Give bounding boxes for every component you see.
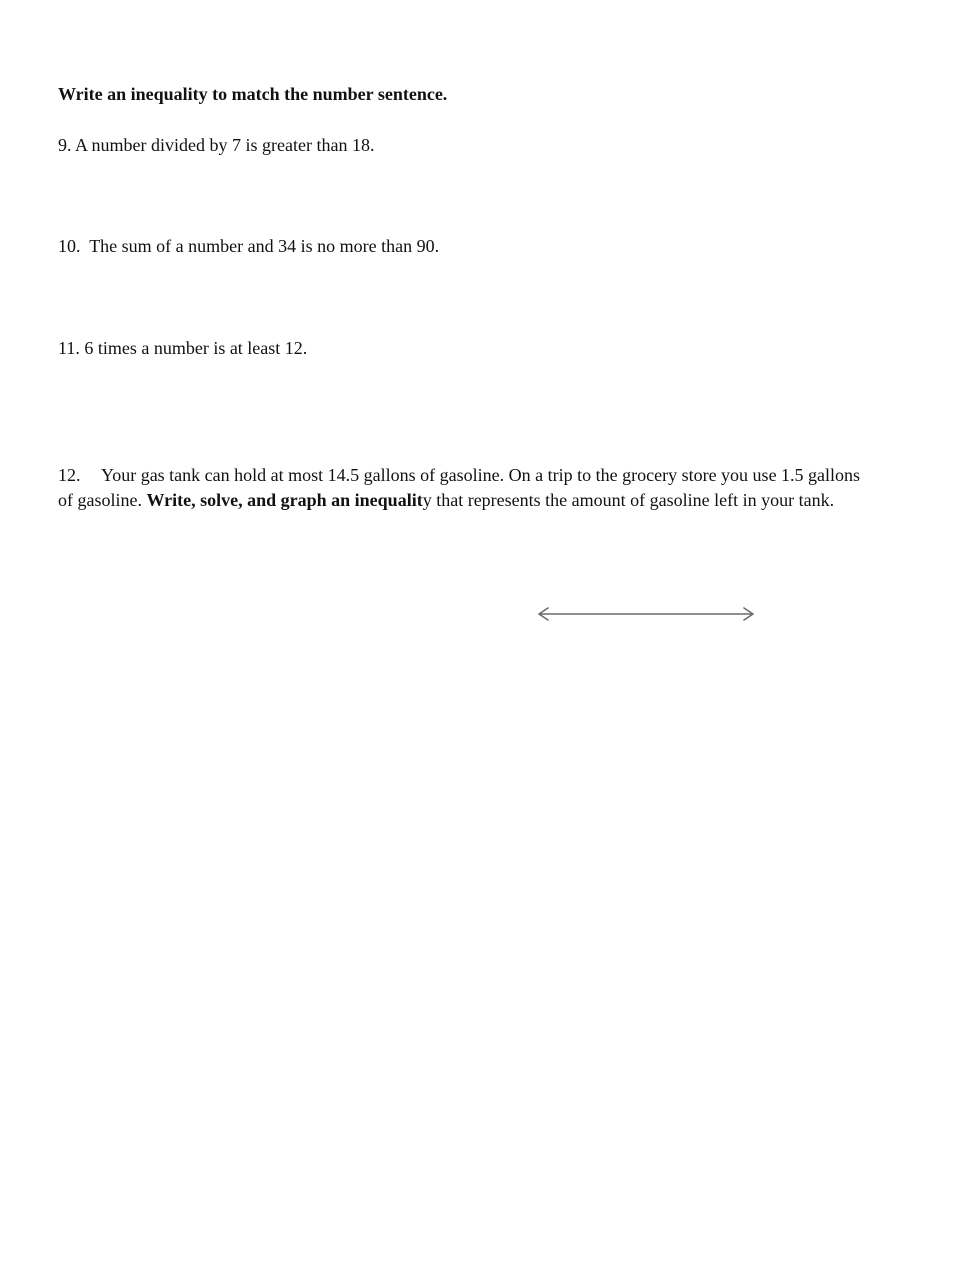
question-11-text: 6 times a number is at least 12. (84, 338, 308, 358)
number-line-arrow (535, 604, 757, 624)
question-10-number: 10. (58, 236, 81, 256)
question-12-text-line-1: Your gas tank can hold at most 14.5 gallons of gasoline. On a trip to the grocery store you use 1.5 gallons (101, 465, 861, 485)
question-12-number: 12. (58, 465, 81, 485)
question-9-number: 9. (58, 135, 72, 155)
question-12-line-2 (58, 487, 834, 513)
question-12-text-end: y that represents the amount of gasoline left in your tank. (422, 490, 835, 510)
question-10-text: The sum of a number and 34 is no more than 90. (89, 236, 440, 256)
question-12-line-1 (58, 462, 860, 488)
question-11-number: 11. (58, 338, 80, 358)
question-12-text-start: of gasoline. (58, 490, 147, 510)
question-11 (58, 335, 307, 361)
instructions-heading: Write an inequality to match the number sentence. (58, 84, 448, 104)
question-10 (58, 233, 439, 259)
question-9-text: A number divided by 7 is greater than 18. (75, 135, 375, 155)
question-9 (58, 132, 374, 158)
question-12-bold-instruction: Write, solve, and graph an inequalit (146, 490, 423, 510)
